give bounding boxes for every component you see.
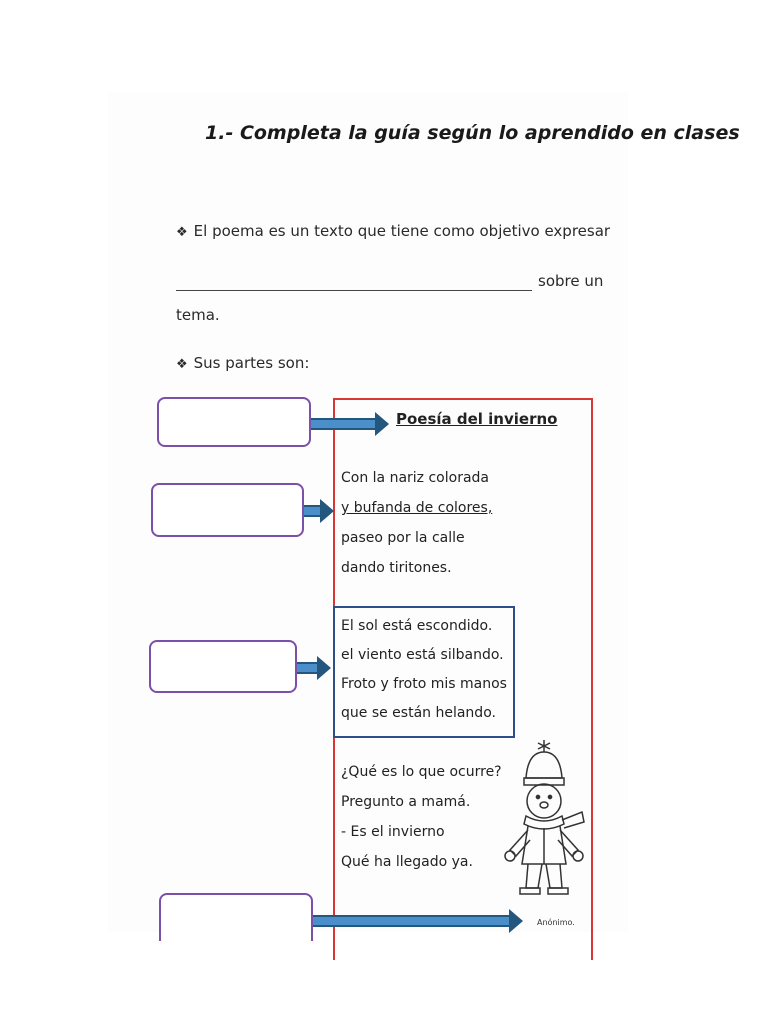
statement-parts-text: Sus partes son:	[193, 354, 310, 372]
answer-box-author[interactable]	[159, 893, 313, 941]
poem-line: Qué ha llegado ya.	[341, 854, 473, 870]
arrow-to-stanza-icon	[297, 662, 317, 674]
poem-line: Pregunto a mamá.	[341, 794, 471, 810]
diamond-bullet-icon: ❖	[176, 357, 188, 372]
poem-line: el viento está silbando.	[341, 647, 504, 663]
poem-line: paseo por la calle	[341, 530, 465, 546]
poem-line: dando tiritones.	[341, 560, 452, 576]
statement-end-text: sobre un	[538, 272, 604, 290]
statement-wrap-text: tema.	[176, 306, 220, 324]
arrow-to-title-icon	[311, 418, 375, 430]
arrow-to-verse-icon	[304, 505, 320, 517]
winter-kid-illustration-icon	[498, 738, 590, 898]
statement-parts	[176, 354, 309, 372]
arrow-to-author-icon	[313, 915, 509, 927]
answer-box-title[interactable]	[157, 397, 311, 447]
poem-line-verse: y bufanda de colores,	[341, 500, 493, 516]
poem-title: Poesía del invierno	[396, 410, 558, 428]
answer-blank-line[interactable]	[176, 290, 532, 291]
poem-line: que se están helando.	[341, 705, 496, 721]
diamond-bullet-icon: ❖	[176, 225, 188, 240]
poem-line: El sol está escondido.	[341, 618, 493, 634]
poem-line: ¿Qué es lo que ocurre?	[341, 764, 502, 780]
poem-line: - Es el invierno	[341, 824, 445, 840]
answer-box-verse[interactable]	[151, 483, 304, 537]
poem-line: Con la nariz colorada	[341, 470, 489, 486]
statement-poem-definition	[176, 222, 610, 240]
answer-box-stanza[interactable]	[149, 640, 297, 693]
poem-author: Anónimo.	[537, 918, 575, 927]
statement-poem-definition-text: El poema es un texto que tiene como objetivo expresar	[193, 222, 611, 240]
poem-line: Froto y froto mis manos	[341, 676, 507, 692]
worksheet-title: 1.- Completa la guía según lo aprendido en clases	[205, 122, 740, 144]
